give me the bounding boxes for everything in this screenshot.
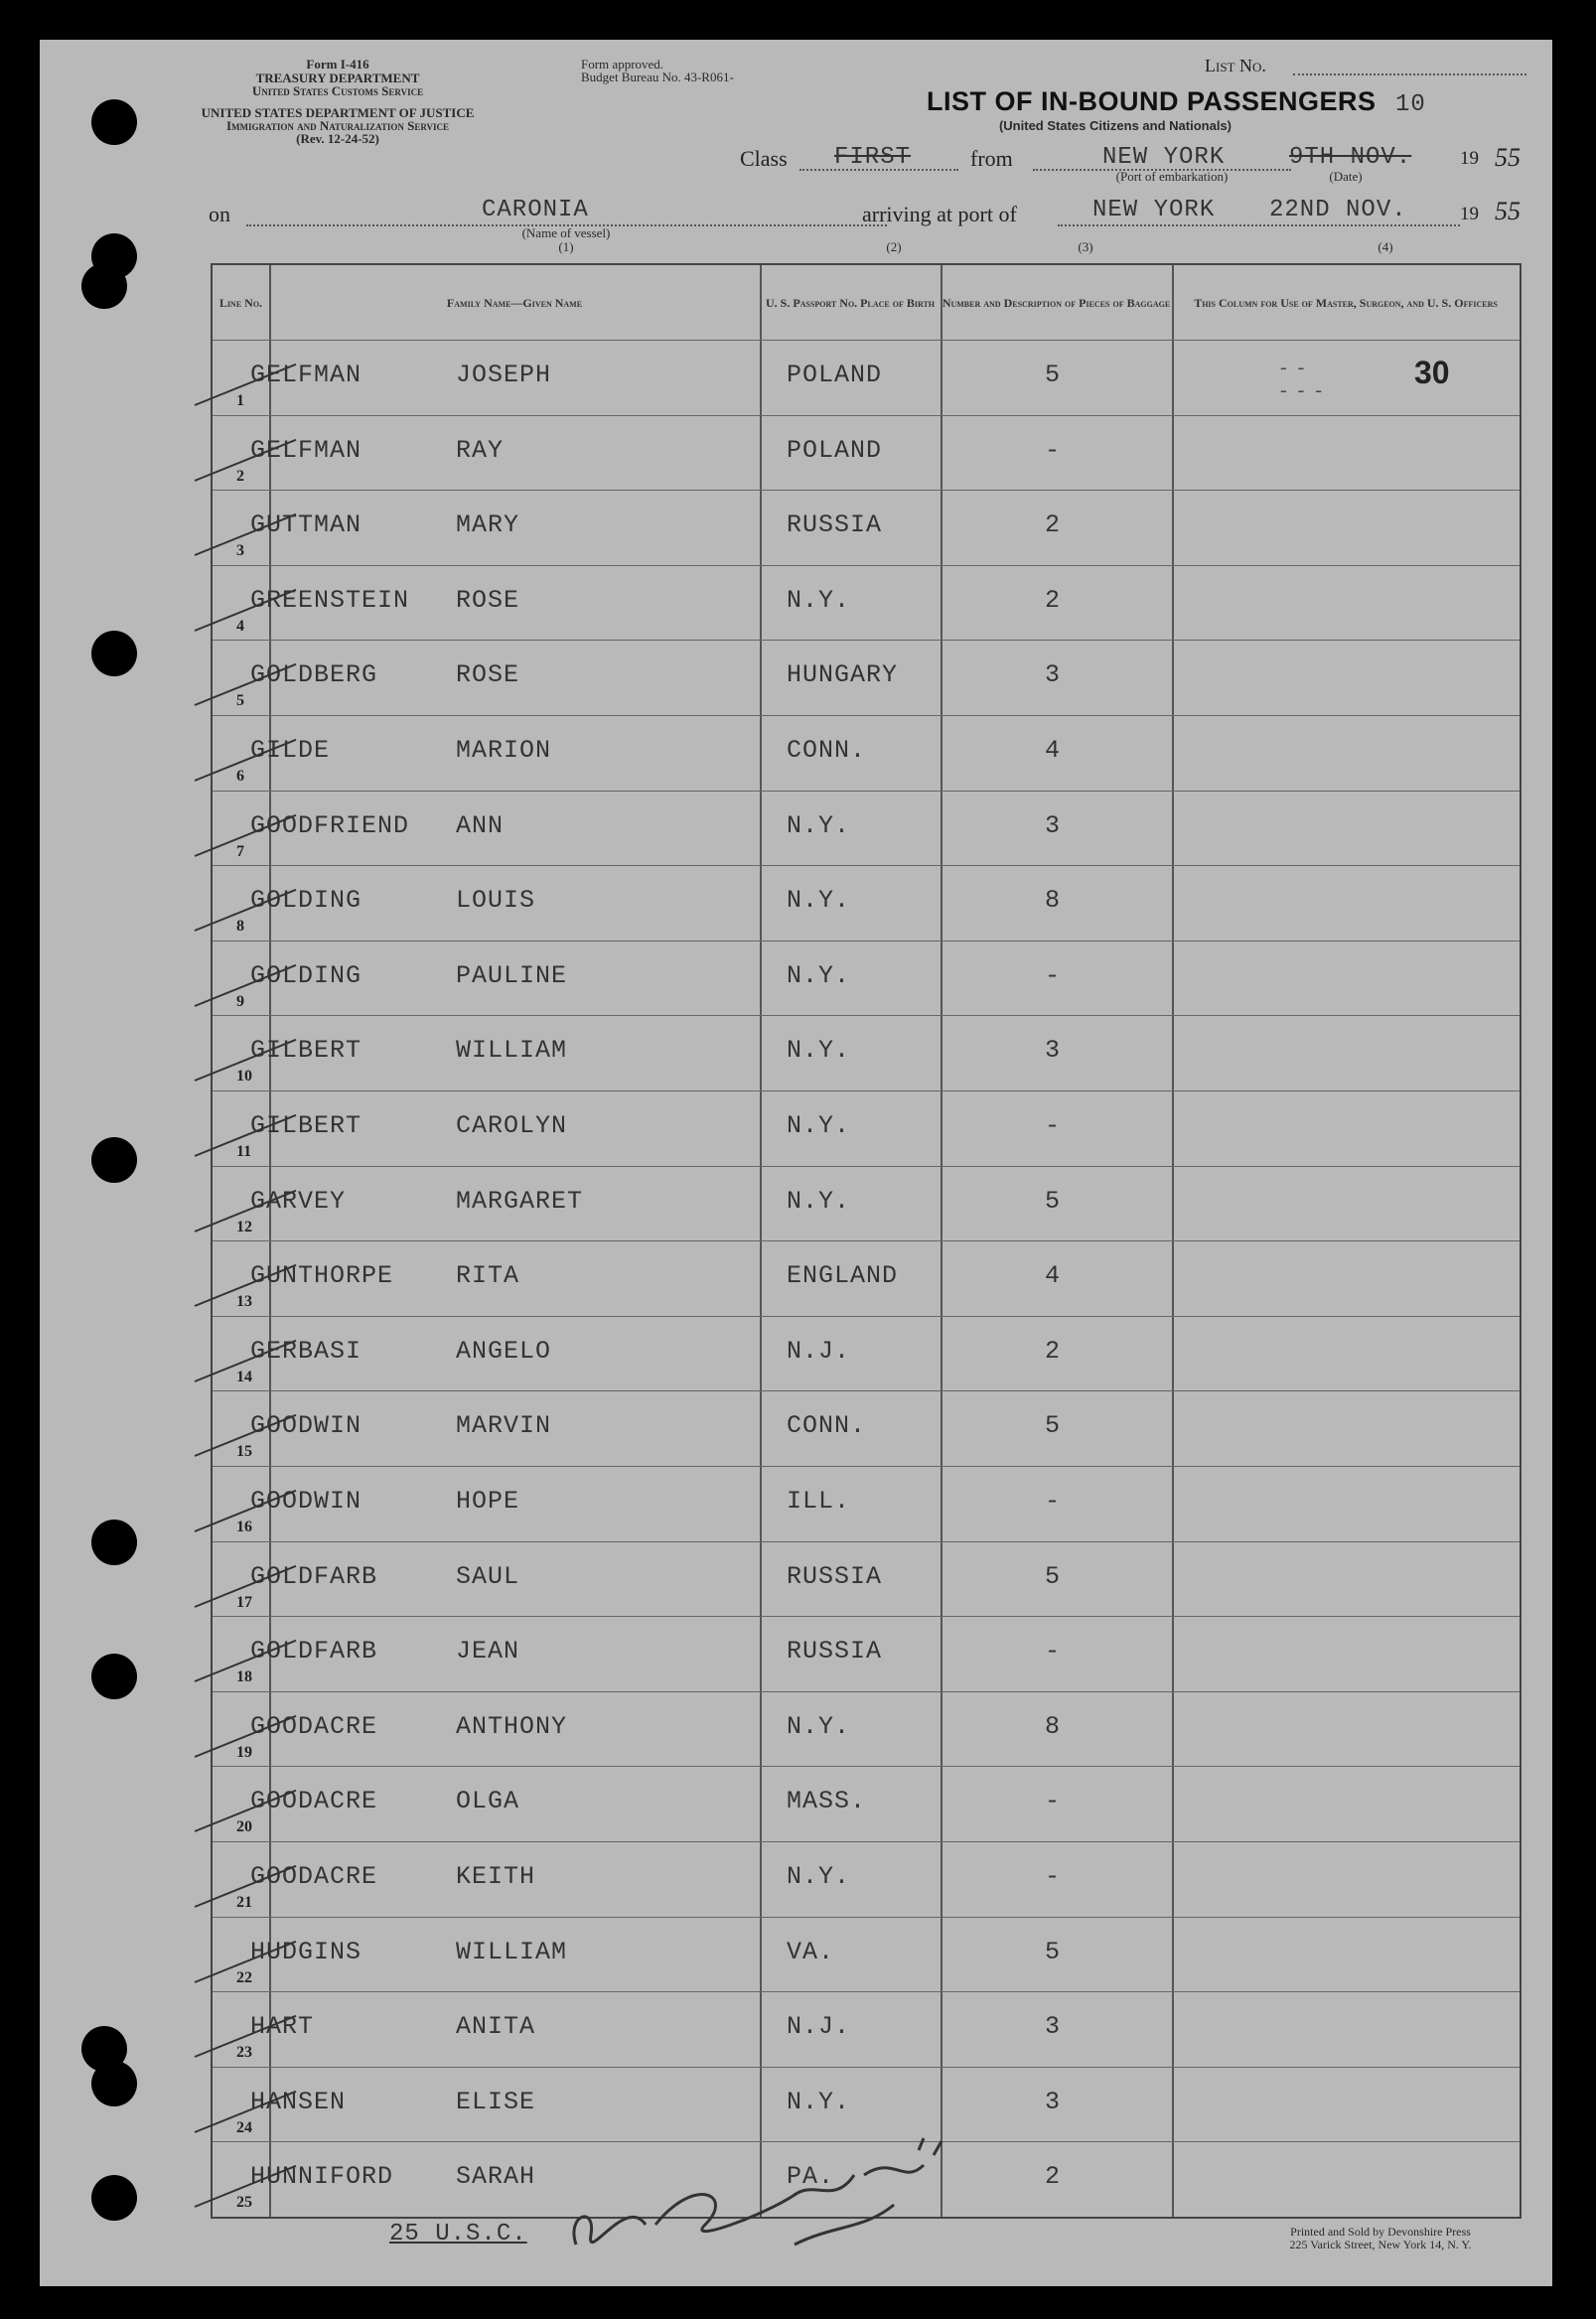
family-name: HUNNIFORD	[250, 2162, 394, 2192]
place-of-birth: N.Y.	[787, 585, 851, 615]
arriving-label: arriving at port of	[862, 202, 1017, 226]
line-number: 24	[236, 2118, 252, 2136]
embarkation-port: NEW YORK	[1102, 144, 1226, 171]
table-row	[213, 1541, 1520, 1618]
place-of-birth: CONN.	[787, 1411, 867, 1441]
line-number: 16	[236, 1519, 252, 1535]
given-name: ROSE	[456, 585, 520, 615]
passenger-table	[211, 263, 1522, 2219]
place-of-birth: N.Y.	[787, 1862, 851, 1891]
date-caption: (Date)	[1329, 169, 1363, 184]
place-of-birth: N.Y.	[787, 960, 851, 990]
table-row	[213, 1466, 1520, 1542]
vessel-name: CARONIA	[482, 197, 589, 223]
justice-dept: UNITED STATES DEPARTMENT OF JUSTICE	[201, 105, 475, 120]
baggage-count: 3	[1045, 1036, 1062, 1066]
place-of-birth: POLAND	[787, 435, 883, 465]
baggage-count: 8	[1045, 886, 1062, 916]
given-name: OLGA	[456, 1787, 520, 1816]
given-name: RAY	[456, 435, 505, 465]
revision-date: (Rev. 12-24-52)	[296, 131, 379, 146]
baggage-count: 5	[1045, 1937, 1062, 1966]
header-officers: This Column for Use of Master, Surgeon, and U. S. Officers	[1194, 295, 1498, 310]
dotted-line	[1058, 224, 1460, 226]
officer-stamp-mark: - - - - -	[1280, 357, 1325, 401]
baggage-count: 2	[1045, 510, 1062, 540]
given-name: WILLIAM	[456, 1937, 568, 1966]
family-name: GUTTMAN	[250, 510, 363, 540]
place-of-birth: N.J.	[787, 1336, 851, 1366]
baggage-count: 5	[1045, 1186, 1062, 1216]
line-number: 9	[236, 992, 244, 1010]
place-of-birth: POLAND	[787, 361, 883, 389]
form-title: LIST OF IN-BOUND PASSENGERS	[927, 86, 1377, 116]
place-of-birth: ILL.	[787, 1487, 851, 1516]
table-row	[213, 340, 1520, 416]
baggage-count: 3	[1045, 810, 1062, 840]
table-row	[213, 1316, 1520, 1392]
family-name: GOODACRE	[250, 1862, 378, 1891]
family-name: GERBASI	[250, 1336, 363, 1366]
family-name: GILDE	[250, 736, 331, 765]
punch-hole	[91, 1137, 137, 1183]
table-row	[213, 791, 1520, 867]
line-number: 19	[236, 1743, 252, 1761]
treasury-dept: TREASURY DEPARTMENT	[255, 71, 420, 85]
signature	[536, 2135, 993, 2264]
year-prefix: 19	[1460, 204, 1479, 224]
table-row	[213, 1015, 1520, 1091]
given-name: SARAH	[456, 2162, 536, 2192]
given-name: ROSE	[456, 660, 520, 690]
departure-year: 55	[1495, 143, 1521, 172]
place-of-birth: MASS.	[787, 1787, 867, 1816]
place-of-birth: N.Y.	[787, 1186, 851, 1216]
caption-2: (2)	[886, 239, 902, 254]
officer-note: 30	[1414, 355, 1450, 390]
usc-reference: 25 U.S.C.	[389, 2221, 527, 2247]
table-row	[213, 1090, 1520, 1167]
punch-hole	[91, 631, 137, 676]
line-number: 1	[236, 392, 244, 409]
table-row	[213, 1766, 1520, 1842]
budget-bureau: Budget Bureau No. 43-R061-	[581, 70, 734, 84]
arrival-date: 22ND NOV.	[1269, 197, 1407, 223]
baggage-count: -	[1045, 1487, 1062, 1516]
given-name: WILLIAM	[456, 1036, 568, 1066]
table-row	[213, 1691, 1520, 1768]
table-row	[213, 2067, 1520, 2143]
baggage-count: 2	[1045, 1336, 1062, 1366]
baggage-count: 8	[1045, 1711, 1062, 1741]
given-name: ANN	[456, 810, 505, 840]
baggage-count: -	[1045, 1637, 1062, 1667]
given-name: ANITA	[456, 2012, 536, 2042]
baggage-count: 3	[1045, 2087, 1062, 2116]
vessel-caption: (Name of vessel)	[521, 225, 611, 240]
line-number: 6	[236, 768, 244, 785]
given-name: SAUL	[456, 1561, 520, 1591]
family-name: GARVEY	[250, 1186, 347, 1216]
place-of-birth: N.Y.	[787, 810, 851, 840]
punch-hole	[91, 2175, 137, 2221]
given-name: MARVIN	[456, 1411, 552, 1441]
punch-hole	[81, 263, 127, 309]
baggage-count: 5	[1045, 1411, 1062, 1441]
baggage-count: 5	[1045, 361, 1062, 389]
family-name: GILBERT	[250, 1111, 363, 1140]
punch-hole	[91, 2061, 137, 2106]
family-name: GOODWIN	[250, 1411, 363, 1441]
family-name: GOODWIN	[250, 1487, 363, 1516]
baggage-count: 2	[1045, 2162, 1062, 2192]
given-name: ELISE	[456, 2087, 536, 2116]
line-number: 23	[236, 2044, 252, 2062]
place-of-birth: RUSSIA	[787, 510, 883, 540]
family-name: GOLDFARB	[250, 1637, 378, 1667]
given-name: ANTHONY	[456, 1711, 568, 1741]
table-row	[213, 640, 1520, 716]
baggage-count: 2	[1045, 585, 1062, 615]
arrival-port: NEW YORK	[1092, 197, 1216, 223]
customs-service: United States Customs Service	[251, 83, 424, 98]
arrival-year: 55	[1495, 197, 1521, 225]
caption-3: (3)	[1078, 239, 1093, 254]
line-number: 14	[236, 1368, 252, 1385]
table-row	[213, 865, 1520, 942]
table-row	[213, 715, 1520, 792]
line-number: 11	[236, 1143, 252, 1160]
given-name: CAROLYN	[456, 1111, 568, 1140]
table-row	[213, 1616, 1520, 1692]
place-of-birth: N.J.	[787, 2012, 851, 2042]
family-name: GREENSTEIN	[250, 585, 410, 615]
line-number: 7	[236, 842, 244, 860]
line-number: 22	[236, 1968, 252, 1986]
line-number: 20	[236, 1818, 252, 1836]
baggage-count: 3	[1045, 660, 1062, 690]
given-name: MARION	[456, 736, 552, 765]
header-passport: U. S. Passport No. Place of Birth	[765, 295, 935, 310]
printer-line-2: 225 Varick Street, New York 14, N. Y.	[1289, 2238, 1472, 2251]
table-row	[213, 1991, 1520, 2068]
form-subtitle: (United States Citizens and Nationals)	[998, 118, 1233, 133]
baggage-count: 3	[1045, 2012, 1062, 2042]
baggage-count: -	[1045, 1111, 1062, 1140]
given-name: LOUIS	[456, 886, 536, 916]
line-number: 8	[236, 918, 244, 936]
embarkation-date: 9TH NOV.	[1289, 144, 1412, 171]
embarkation-caption: (Port of embarkation)	[1115, 169, 1229, 184]
caption-1: (1)	[558, 239, 574, 254]
line-number: 2	[236, 467, 244, 485]
place-of-birth: ENGLAND	[787, 1261, 899, 1291]
list-no-label: List No.	[1205, 56, 1266, 75]
form-approved: Form approved.	[581, 57, 664, 72]
line-number: 3	[236, 542, 244, 560]
table-row	[213, 565, 1520, 642]
family-name: GOLDFARB	[250, 1561, 378, 1591]
baggage-count: -	[1045, 960, 1062, 990]
given-name: ANGELO	[456, 1336, 552, 1366]
family-name: HUDGINS	[250, 1937, 363, 1966]
family-name: HANSEN	[250, 2087, 347, 2116]
family-name: GOLDING	[250, 886, 363, 916]
header-name: Family Name—Given Name	[446, 295, 583, 310]
family-name: GILBERT	[250, 1036, 363, 1066]
line-number: 17	[236, 1593, 252, 1611]
table-row	[213, 941, 1520, 1017]
family-name: GOLDING	[250, 960, 363, 990]
place-of-birth: N.Y.	[787, 1711, 851, 1741]
line-number: 10	[236, 1068, 252, 1086]
line-number: 5	[236, 692, 244, 710]
table-row	[213, 415, 1520, 492]
punch-hole	[91, 1520, 137, 1565]
given-name: RITA	[456, 1261, 520, 1291]
place-of-birth: N.Y.	[787, 886, 851, 916]
class-label: Class	[740, 146, 788, 171]
family-name: GOLDBERG	[250, 660, 378, 690]
place-of-birth: RUSSIA	[787, 1561, 883, 1591]
on-label: on	[209, 202, 230, 226]
baggage-count: 4	[1045, 736, 1062, 765]
family-name: GUNTHORPE	[250, 1261, 394, 1291]
table-row	[213, 1390, 1520, 1467]
ins-service: Immigration and Naturalization Service	[225, 118, 450, 133]
baggage-count: -	[1045, 435, 1062, 465]
table-row	[213, 1240, 1520, 1317]
punch-hole	[91, 99, 137, 145]
line-number: 18	[236, 1668, 252, 1686]
given-name: MARGARET	[456, 1186, 584, 1216]
place-of-birth: RUSSIA	[787, 1637, 883, 1667]
printer-line-1: Printed and Sold by Devonshire Press	[1290, 2225, 1471, 2239]
dotted-line	[1293, 73, 1526, 75]
family-name: GELFMAN	[250, 361, 363, 389]
family-name: GELFMAN	[250, 435, 363, 465]
place-of-birth: N.Y.	[787, 1036, 851, 1066]
given-name: JEAN	[456, 1637, 520, 1667]
caption-4: (4)	[1378, 239, 1393, 254]
given-name: PAULINE	[456, 960, 568, 990]
header-line-no: Line No.	[218, 295, 263, 310]
line-number: 21	[236, 1894, 252, 1911]
punch-hole	[91, 1654, 137, 1699]
table-row	[213, 1917, 1520, 1993]
given-name: KEITH	[456, 1862, 536, 1891]
place-of-birth: CONN.	[787, 736, 867, 765]
family-name: GOODACRE	[250, 1787, 378, 1816]
table-row	[213, 1841, 1520, 1918]
baggage-count: 4	[1045, 1261, 1062, 1291]
manifest-sheet	[40, 40, 1552, 2286]
baggage-count: -	[1045, 1787, 1062, 1816]
place-of-birth: N.Y.	[787, 2087, 851, 2116]
line-number: 12	[236, 1218, 252, 1235]
family-name: GOODFRIEND	[250, 810, 410, 840]
line-number: 15	[236, 1443, 252, 1461]
place-of-birth: PA.	[787, 2162, 835, 2192]
table-row	[213, 1166, 1520, 1242]
line-number: 4	[236, 617, 244, 635]
line-number: 13	[236, 1293, 252, 1311]
given-name: MARY	[456, 510, 520, 540]
form-number: Form I-416	[306, 57, 369, 72]
family-name: HART	[250, 2012, 315, 2042]
place-of-birth: VA.	[787, 1937, 835, 1966]
from-label: from	[970, 146, 1013, 171]
baggage-count: -	[1045, 1862, 1062, 1891]
given-name: HOPE	[456, 1487, 520, 1516]
place-of-birth: HUNGARY	[787, 660, 899, 690]
baggage-count: 5	[1045, 1561, 1062, 1591]
class-value: FIRST	[834, 144, 912, 171]
line-number: 25	[236, 2194, 252, 2212]
header-baggage: Number and Description of Pieces of Baggage	[942, 295, 1171, 310]
list-number: 10	[1395, 91, 1426, 118]
given-name: JOSEPH	[456, 361, 552, 389]
table-row	[213, 490, 1520, 566]
place-of-birth: N.Y.	[787, 1111, 851, 1140]
year-prefix: 19	[1460, 148, 1479, 169]
family-name: GOODACRE	[250, 1711, 378, 1741]
